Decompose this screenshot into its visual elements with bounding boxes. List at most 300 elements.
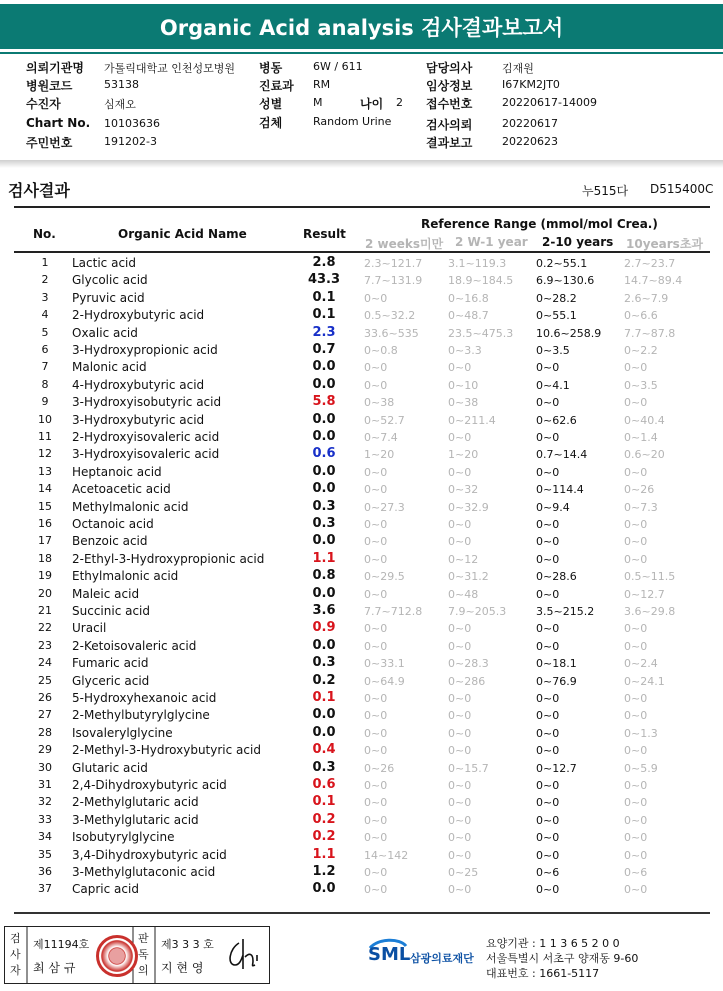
range-2-10years: 0~0 xyxy=(536,848,560,862)
reviewer-signature xyxy=(221,935,265,975)
table-row xyxy=(14,672,710,689)
range-2w-1year: 0~10 xyxy=(448,378,479,392)
resident-no-label: 주민번호 xyxy=(26,136,73,150)
range-over-10years: 0~0 xyxy=(624,692,648,705)
result-value: 0.0 xyxy=(312,463,336,479)
table-row xyxy=(14,515,710,532)
table-row xyxy=(14,480,710,497)
acid-name: Benzoic acid xyxy=(72,534,148,549)
lab-phone: 대표번호 : 1661-5117 xyxy=(486,967,600,980)
row-number: 11 xyxy=(38,430,52,443)
range-2-10years: 0~28.2 xyxy=(536,291,577,305)
row-number: 10 xyxy=(38,412,52,426)
range-over-10years: 0~0 xyxy=(624,396,648,410)
range-over-10years: 0~0 xyxy=(624,552,648,566)
result-value: 2.3 xyxy=(312,324,336,340)
row-number: 31 xyxy=(38,778,52,791)
lab-address: 서울특별시 서초구 양재동 9-60 xyxy=(486,952,639,965)
acid-name: 2-Ethyl-3-Hydroxypropionic acid xyxy=(72,551,265,566)
official-seal xyxy=(96,935,138,977)
result-value: 0.1 xyxy=(312,690,336,705)
acid-name: Isovalerylglycine xyxy=(72,725,173,740)
result-value: 0.4 xyxy=(312,742,336,758)
range-2w-1year: 0~0 xyxy=(448,518,472,531)
acid-name: 3-Hydroxyisovaleric acid xyxy=(72,447,220,462)
care-institution-code: 요양기관 : 1 1 3 6 5 2 0 0 xyxy=(486,937,620,950)
requesting-institution-label: 의뢰기관명 xyxy=(26,61,84,75)
table-row xyxy=(14,550,710,567)
tester-label: 검사자 xyxy=(10,932,21,977)
specimen-value: Random Urine xyxy=(313,115,392,128)
resident-no-value: 191202-3 xyxy=(104,135,157,148)
table-row xyxy=(14,341,710,358)
range-under-2weeks: 0~0 xyxy=(364,866,388,879)
physician-value: 김재원 xyxy=(502,62,534,75)
acid-name: 2-Hydroxybutyric acid xyxy=(72,308,205,323)
table-row xyxy=(14,793,710,810)
acid-name: 2-Methylglutaric acid xyxy=(72,795,199,810)
range-under-2weeks: 0~0 xyxy=(364,726,388,740)
organization-name: 삼광의료재단 xyxy=(410,952,474,965)
range-over-10years: 0~26 xyxy=(624,483,655,497)
range-under-2weeks: 0~7.4 xyxy=(364,431,398,444)
range-2w-1year: 0~0 xyxy=(448,726,472,740)
range-over-10years: 0~7.3 xyxy=(624,500,658,514)
range-under-2weeks: 0~0 xyxy=(364,813,388,827)
row-number: 36 xyxy=(38,865,52,878)
clinical-info-label: 임상정보 xyxy=(426,79,473,93)
range-over-10years: 0~1.4 xyxy=(624,431,658,444)
range-over-10years: 0~0 xyxy=(624,796,648,810)
table-row xyxy=(14,741,710,758)
table-row xyxy=(14,271,710,288)
table-row xyxy=(14,463,710,480)
range-under-2weeks: 0~0 xyxy=(364,291,388,305)
acid-name: Glutaric acid xyxy=(72,760,148,775)
range-2-10years: 0~0 xyxy=(536,639,560,653)
range-over-10years: 0~6 xyxy=(624,866,648,879)
row-number: 12 xyxy=(38,447,52,461)
range-2-10years: 0.2~55.1 xyxy=(536,257,588,270)
reviewer-license-no: 제3 3 3 호 xyxy=(161,938,214,951)
table-row xyxy=(14,654,710,671)
range-2w-1year: 0~31.2 xyxy=(448,570,489,584)
range-2-10years: 0~0 xyxy=(536,744,560,758)
table-row xyxy=(14,619,710,636)
result-value: 0.3 xyxy=(312,759,336,775)
range-2w-1year: 0~32.9 xyxy=(448,500,489,514)
result-value: 0.0 xyxy=(312,411,336,427)
result-value: 0.2 xyxy=(312,672,336,688)
results-section-title: 검사결과 xyxy=(8,181,70,200)
result-value: 0.0 xyxy=(312,637,336,653)
range-2w-1year: 0~15.7 xyxy=(448,761,489,775)
range-2-10years: 0~0 xyxy=(536,796,560,810)
result-value: 0.0 xyxy=(312,707,336,723)
range-under-2weeks: 7.7~712.8 xyxy=(364,605,423,618)
table-row xyxy=(14,445,710,462)
range-2w-1year: 0~25 xyxy=(448,866,479,879)
range-under-2weeks: 0~0 xyxy=(364,622,388,636)
acid-name: 3-Methylglutaconic acid xyxy=(72,865,216,879)
row-number: 32 xyxy=(38,795,52,809)
row-number: 28 xyxy=(38,725,52,739)
range-over-10years: 0~0 xyxy=(624,535,648,549)
range-under-2weeks: 0~27.3 xyxy=(364,500,405,514)
sml-logo-text: SML xyxy=(368,944,411,965)
row-number: 17 xyxy=(38,534,52,548)
physician-label: 담당의사 xyxy=(426,61,473,75)
request-date-label: 검사의뢰 xyxy=(426,118,473,132)
row-number: 26 xyxy=(38,691,52,704)
report-date-value: 20220623 xyxy=(502,135,558,148)
range-2-10years: 0~0 xyxy=(536,587,560,601)
section-divider xyxy=(0,160,723,168)
table-row xyxy=(14,498,710,515)
range-2-10years: 0~12.7 xyxy=(536,761,577,775)
range-under-2weeks: 0~52.7 xyxy=(364,413,405,427)
row-number: 1 xyxy=(41,256,49,269)
range-2w-1year: 0~48 xyxy=(448,587,479,601)
result-value: 3.6 xyxy=(312,603,336,618)
range-2w-1year: 0~0 xyxy=(448,361,472,375)
range-2w-1year: 0~0 xyxy=(448,744,472,758)
range-2-10years: 0~0 xyxy=(536,518,560,531)
clinical-info-value: I67KM2JT0 xyxy=(502,78,560,91)
range-2-10years: 3.5~215.2 xyxy=(536,605,595,618)
row-number: 3 xyxy=(41,290,49,304)
department-value: RM xyxy=(313,78,331,91)
result-value: 0.6 xyxy=(312,446,336,462)
range-2w-1year: 0~0 xyxy=(448,813,472,827)
sex-value: M xyxy=(313,96,323,109)
range-2-10years: 0~0 xyxy=(536,552,560,566)
range-2-10years: 0~0 xyxy=(536,692,560,705)
table-row xyxy=(14,637,710,654)
range-over-10years: 0~3.5 xyxy=(624,378,658,392)
range-2w-1year: 0~32 xyxy=(448,483,479,497)
row-number: 6 xyxy=(41,343,49,356)
table-row xyxy=(14,776,710,793)
acid-name: 3-Hydroxypropionic acid xyxy=(72,343,218,357)
range-2-10years: 0~0 xyxy=(536,535,560,549)
row-number: 23 xyxy=(38,638,52,652)
range-over-10years: 7.7~87.8 xyxy=(624,326,676,340)
hospital-code-value: 53138 xyxy=(104,78,139,91)
row-number: 19 xyxy=(38,569,52,583)
acid-name: Malonic acid xyxy=(72,360,147,375)
acid-name: 3-Hydroxybutyric acid xyxy=(72,412,205,427)
range-over-10years: 0.5~11.5 xyxy=(624,570,676,584)
range-under-2weeks: 0~0.8 xyxy=(364,344,398,357)
acid-name: 2-Methylbutyrylglycine xyxy=(72,708,210,723)
result-value: 0.9 xyxy=(312,620,336,636)
range-over-10years: 0~0 xyxy=(624,744,648,758)
row-number: 4 xyxy=(41,308,49,322)
sex-label: 성별 xyxy=(259,97,283,111)
range-2w-1year: 0~0 xyxy=(448,692,472,705)
range-under-2weeks: 0~29.5 xyxy=(364,570,405,584)
requesting-institution-value: 가톨릭대학교 인천성모병원 xyxy=(104,62,236,75)
result-value: 0.0 xyxy=(312,376,336,392)
range-over-10years: 3.6~29.8 xyxy=(624,605,676,618)
acid-name: Acetoacetic acid xyxy=(72,482,171,497)
request-date-value: 20220617 xyxy=(502,117,558,130)
acid-name: Oxalic acid xyxy=(72,325,138,340)
table-row xyxy=(14,358,710,375)
range-under-2weeks: 0~0 xyxy=(364,779,388,792)
patient-info-section xyxy=(0,54,723,157)
acid-name: 3-Methylglutaric acid xyxy=(72,812,199,827)
col-header-reference-range: Reference Range (mmol/mol Crea.) xyxy=(421,217,658,231)
range-2-10years: 0~6 xyxy=(536,866,560,879)
col-header-no: No. xyxy=(33,227,56,241)
range-2-10years: 0~18.1 xyxy=(536,657,577,671)
result-value: 0.0 xyxy=(312,481,336,497)
row-number: 27 xyxy=(38,708,52,722)
row-number: 34 xyxy=(38,830,52,844)
result-value: 1.2 xyxy=(312,864,336,879)
range-over-10years: 0~24.1 xyxy=(624,674,665,688)
col-header-range-2w-1year: 2 W-1 year xyxy=(455,235,528,249)
range-2-10years: 0~0 xyxy=(536,813,560,827)
range-over-10years: 0~12.7 xyxy=(624,587,665,601)
range-over-10years: 0~1.3 xyxy=(624,726,658,740)
acid-name: 3-Hydroxyisobutyric acid xyxy=(72,395,222,410)
col-header-range-under-2weeks: 2 weeks미만 xyxy=(365,237,444,251)
row-number: 35 xyxy=(38,847,52,861)
row-number: 2 xyxy=(41,273,49,287)
range-2w-1year: 0~0 xyxy=(448,535,472,549)
acid-name: Fumaric acid xyxy=(72,656,149,671)
department-label: 진료과 xyxy=(259,79,294,93)
row-number: 30 xyxy=(38,760,52,774)
result-value: 1.1 xyxy=(312,846,336,862)
range-2w-1year: 0~38 xyxy=(448,396,479,410)
range-over-10years: 0~0 xyxy=(624,848,648,862)
age-value: 2 xyxy=(396,96,403,109)
result-value: 0.1 xyxy=(312,307,336,323)
range-over-10years: 2.6~7.9 xyxy=(624,291,669,305)
range-2-10years: 0~0 xyxy=(536,726,560,740)
range-over-10years: 0~0 xyxy=(624,709,648,723)
range-2w-1year: 0~0 xyxy=(448,796,472,810)
range-over-10years: 0~6.6 xyxy=(624,309,658,323)
col-header-name: Organic Acid Name xyxy=(118,227,247,241)
acid-name: Ethylmalonic acid xyxy=(72,569,179,584)
range-2w-1year: 0~28.3 xyxy=(448,657,489,671)
range-2w-1year: 23.5~475.3 xyxy=(448,326,514,340)
acid-name: Heptanoic acid xyxy=(72,464,162,479)
patient-name-label: 수진자 xyxy=(26,97,61,111)
result-value: 0.3 xyxy=(312,655,336,671)
range-2-10years: 0~0 xyxy=(536,431,560,444)
range-over-10years: 0~2.2 xyxy=(624,344,658,357)
acid-name: 2-Ketoisovaleric acid xyxy=(72,638,197,653)
acid-name: Glyceric acid xyxy=(72,673,150,688)
hospital-code-label: 병원코드 xyxy=(26,79,73,93)
table-row xyxy=(14,828,710,845)
table-row xyxy=(14,759,710,776)
acid-name: Maleic acid xyxy=(72,586,140,601)
range-2w-1year: 0~286 xyxy=(448,674,486,688)
range-2w-1year: 0~211.4 xyxy=(448,413,496,427)
range-2w-1year: 0~0 xyxy=(448,465,472,479)
table-row xyxy=(14,585,710,602)
row-number: 14 xyxy=(38,482,52,496)
result-value: 0.6 xyxy=(312,777,336,792)
range-2-10years: 0~0 xyxy=(536,622,560,636)
result-value: 5.8 xyxy=(312,394,336,410)
range-under-2weeks: 0~0 xyxy=(364,709,388,723)
range-over-10years: 14.7~89.4 xyxy=(624,274,683,288)
acid-name: Octanoic acid xyxy=(72,517,154,531)
test-code: D515400C xyxy=(650,182,714,196)
range-over-10years: 0~0 xyxy=(624,465,648,479)
report-date-label: 결과보고 xyxy=(426,136,473,150)
row-number: 20 xyxy=(38,586,52,600)
table-header-rule xyxy=(14,251,710,253)
table-row xyxy=(14,846,710,863)
result-value: 0.0 xyxy=(312,533,336,549)
range-2-10years: 0~4.1 xyxy=(536,378,570,392)
range-under-2weeks: 0~33.1 xyxy=(364,657,405,671)
reviewer-name: 지 현 영 xyxy=(161,961,204,975)
acid-name: Isobutyrylglycine xyxy=(72,830,175,845)
row-number: 16 xyxy=(38,517,52,530)
range-2-10years: 0~0 xyxy=(536,779,560,792)
acid-name: Glycolic acid xyxy=(72,273,148,288)
range-2w-1year: 0~12 xyxy=(448,552,479,566)
range-2-10years: 0~0 xyxy=(536,396,560,410)
range-over-10years: 0~0 xyxy=(624,622,648,636)
range-2-10years: 0~3.5 xyxy=(536,344,570,357)
range-over-10years: 0~2.4 xyxy=(624,657,658,671)
range-2w-1year: 18.9~184.5 xyxy=(448,274,514,288)
table-row xyxy=(14,254,710,271)
range-over-10years: 0~0 xyxy=(624,831,648,845)
row-number: 18 xyxy=(38,551,52,565)
range-2w-1year: 0~0 xyxy=(448,639,472,653)
range-2w-1year: 1~20 xyxy=(448,448,479,462)
row-number: 5 xyxy=(41,325,49,339)
row-number: 33 xyxy=(38,812,52,826)
range-2-10years: 10.6~258.9 xyxy=(536,326,602,340)
acid-name: Pyruvic acid xyxy=(72,290,145,305)
table-row xyxy=(14,428,710,445)
result-value: 0.2 xyxy=(312,811,336,827)
table-row xyxy=(14,863,710,880)
acid-name: Succinic acid xyxy=(72,604,151,618)
range-2-10years: 0~9.4 xyxy=(536,500,570,514)
row-number: 29 xyxy=(38,743,52,757)
range-2-10years: 0.7~14.4 xyxy=(536,448,588,462)
range-2w-1year: 3.1~119.3 xyxy=(448,257,507,270)
range-over-10years: 0~0 xyxy=(624,779,648,792)
range-under-2weeks: 0~0 xyxy=(364,465,388,479)
chart-no-label: Chart No. xyxy=(26,116,91,130)
table-row xyxy=(14,289,710,306)
acid-name: 4-Hydroxybutyric acid xyxy=(72,377,205,392)
range-under-2weeks: 0~0 xyxy=(364,361,388,375)
range-over-10years: 0~0 xyxy=(624,518,648,531)
row-number: 13 xyxy=(38,464,52,478)
acid-name: 5-Hydroxyhexanoic acid xyxy=(72,691,217,705)
acid-name: 2,4-Dihydroxybutyric acid xyxy=(72,778,227,792)
range-under-2weeks: 33.6~535 xyxy=(364,326,419,340)
range-2-10years: 0~62.6 xyxy=(536,413,577,427)
table-row xyxy=(14,376,710,393)
range-over-10years: 0.6~20 xyxy=(624,448,665,462)
tester-name: 최 삼 규 xyxy=(33,961,76,975)
range-over-10years: 0~0 xyxy=(624,639,648,653)
range-2-10years: 0~28.6 xyxy=(536,570,577,584)
row-number: 7 xyxy=(41,360,49,374)
col-header-range-2-10years: 2-10 years xyxy=(542,235,614,249)
range-2w-1year: 0~3.3 xyxy=(448,344,482,357)
patient-name-value: 심재오 xyxy=(104,98,136,111)
table-row xyxy=(14,306,710,323)
result-value: 0.0 xyxy=(312,881,336,897)
table-row xyxy=(14,567,710,584)
test-code-korean: 누515다 xyxy=(582,184,629,198)
table-row xyxy=(14,393,710,410)
range-2w-1year: 0~0 xyxy=(448,883,472,897)
table-top-rule xyxy=(14,206,710,208)
range-over-10years: 0~0 xyxy=(624,813,648,827)
col-header-result: Result xyxy=(303,227,346,241)
acid-name: Methylmalonic acid xyxy=(72,499,189,514)
range-2w-1year: 0~48.7 xyxy=(448,309,489,323)
row-number: 24 xyxy=(38,656,52,670)
range-under-2weeks: 0~0 xyxy=(364,883,388,897)
range-2w-1year: 7.9~205.3 xyxy=(448,605,507,618)
range-under-2weeks: 0~0 xyxy=(364,587,388,601)
range-under-2weeks: 0~0 xyxy=(364,639,388,653)
acid-name: 2-Methyl-3-Hydroxybutyric acid xyxy=(72,743,261,758)
range-under-2weeks: 14~142 xyxy=(364,848,409,862)
result-value: 43.3 xyxy=(307,272,341,288)
range-under-2weeks: 7.7~131.9 xyxy=(364,274,423,288)
row-number: 37 xyxy=(38,882,52,896)
result-value: 2.8 xyxy=(312,255,336,270)
acid-name: Capric acid xyxy=(72,882,139,897)
range-under-2weeks: 0~0 xyxy=(364,483,388,497)
result-value: 0.1 xyxy=(312,794,336,810)
range-2-10years: 0~0 xyxy=(536,883,560,897)
row-number: 15 xyxy=(38,499,52,513)
range-2w-1year: 0~16.8 xyxy=(448,291,489,305)
range-under-2weeks: 0~0 xyxy=(364,692,388,705)
report-title: Organic Acid analysis 검사결과보고서 xyxy=(159,15,564,40)
range-2-10years: 6.9~130.6 xyxy=(536,274,595,288)
range-under-2weeks: 0~38 xyxy=(364,396,395,410)
row-number: 22 xyxy=(38,621,52,635)
tester-license-no: 제11194호 xyxy=(33,938,90,951)
range-under-2weeks: 0~0 xyxy=(364,744,388,758)
range-2-10years: 0~0 xyxy=(536,709,560,723)
table-row xyxy=(14,324,710,341)
receipt-no-label: 접수번호 xyxy=(426,97,473,111)
chart-no-value: 10103636 xyxy=(104,117,160,130)
range-2-10years: 0~114.4 xyxy=(536,483,584,497)
range-over-10years: 2.7~23.7 xyxy=(624,257,676,270)
range-under-2weeks: 1~20 xyxy=(364,448,395,462)
table-row xyxy=(14,411,710,428)
range-2w-1year: 0~0 xyxy=(448,848,472,862)
range-over-10years: 0~5.9 xyxy=(624,761,658,775)
result-value: 0.8 xyxy=(312,568,336,584)
